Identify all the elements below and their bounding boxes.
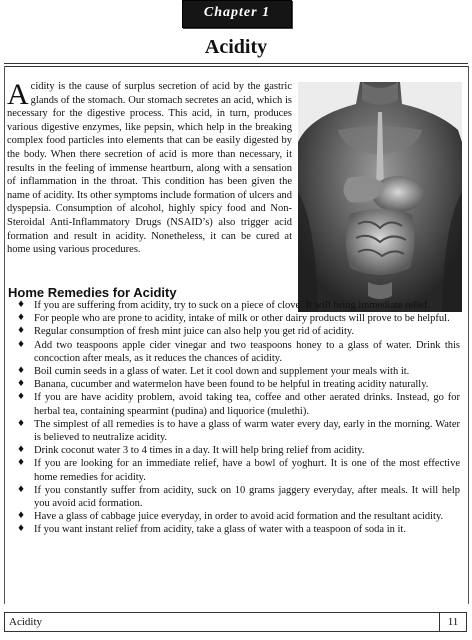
diamond-bullet-icon: ♦ xyxy=(17,445,26,456)
torso-anatomy-image xyxy=(298,82,462,312)
list-item xyxy=(16,510,460,523)
list-item-text: If you are have acidity problem, avoid taking tea, coffee and other aerated drinks. Instead, go for herbal tea, containing spearmint (pudina) and liquorice (mulethi). xyxy=(34,392,460,417)
list-item xyxy=(16,484,460,510)
diamond-bullet-icon: ♦ xyxy=(17,418,26,429)
list-item-text: If you constantly suffer from acidity, suck on 10 grams jaggery everyday, after meals. It will help you avoid acid formation. xyxy=(34,484,460,510)
page-number: 11 xyxy=(439,612,466,632)
section-heading: Home Remedies for Acidity xyxy=(8,285,177,300)
diamond-bullet-icon: ♦ xyxy=(17,339,26,350)
list-item-text: The simplest of all remedies is to have a glass of warm water every day, early in the morning. Water is believed to neutralize acidity. xyxy=(34,418,460,444)
digestive-system-illustration xyxy=(298,82,462,312)
list-item-text: Drink coconut water 3 to 4 times in a day. It will help bring relief from acidity. xyxy=(34,445,365,457)
list-item-text: Have a glass of cabbage juice everyday, in order to avoid acid formation and the resultant acidity. xyxy=(34,511,444,523)
diamond-bullet-icon: ♦ xyxy=(17,300,26,310)
list-item-text: Regular consumption of fresh mint juice can also help you get rid of acidity. xyxy=(34,326,355,338)
diamond-bullet-icon: ♦ xyxy=(17,379,26,390)
list-item-text: If you want instant relief from acidity, take a glass of water with a teaspoon of soda in it. xyxy=(34,524,406,536)
page-title: Acidity xyxy=(204,36,268,58)
list-item xyxy=(16,299,460,312)
list-item xyxy=(16,444,460,457)
diamond-bullet-icon: ♦ xyxy=(17,511,26,522)
diamond-bullet-icon: ♦ xyxy=(17,326,26,337)
list-item xyxy=(16,457,460,483)
drop-cap: A xyxy=(7,78,29,111)
list-item-text: Add two teaspoons apple cider vinegar and two teaspoons honey to a glass of water. Drink this concoction after meals, as it reduces the chances of acidity. xyxy=(34,339,460,364)
diamond-bullet-icon: ♦ xyxy=(17,484,26,495)
remedies-list xyxy=(16,299,460,537)
list-item xyxy=(16,391,460,417)
list-item-text: For people who are prone to acidity, intake of milk or other dairy products will prove to be helpful. xyxy=(34,313,450,325)
list-item xyxy=(16,378,460,391)
list-item xyxy=(16,418,460,444)
chapter-label: Chapter 1 xyxy=(182,0,292,28)
page-footer xyxy=(4,612,467,632)
footer-title: Acidity xyxy=(9,616,42,628)
list-item xyxy=(16,325,460,338)
header-rule xyxy=(4,63,468,64)
diamond-bullet-icon: ♦ xyxy=(17,524,26,535)
diamond-bullet-icon: ♦ xyxy=(17,458,26,469)
intro-text: cidity is the cause of surplus secretion of acid by the gastric glands of the stomach. Our stomach secretes an acid, which is necessary for the digestive process. This acid, in turn, produces various digestive enzymes, like pepsin, which help in the breaking complex food particles into elements that can be easily digested by the body. When there secretion of acid is more than necessary, it results in the feeling of immense heartburn, along with a sensation of inflammation in the throat. This condition has been given the name of acidity. Its other symptoms include formation of ulcers and dyspepsia. Consumption of alcohol, highly spicy food and Non-Steroidal Anti-Inflammatory Drugs (NSAID’s) also trigger acid formation and result in acidity. Nonetheless, it can be cured at home using various procedures. xyxy=(7,81,292,256)
list-item-text: Boil cumin seeds in a glass of water. Let it cool down and supplement your meals with it. xyxy=(34,366,410,378)
diamond-bullet-icon: ♦ xyxy=(17,313,26,324)
list-item-text: If you are looking for an immediate relief, have a bowl of yoghurt. It is one of the most effective home remedies for acidity. xyxy=(34,458,460,483)
list-item-text: If you are suffering from acidity, try to suck on a piece of clove. It will bring immediate relief. xyxy=(34,300,430,311)
list-item xyxy=(16,339,460,365)
diamond-bullet-icon: ♦ xyxy=(17,392,26,403)
list-item-text: Banana, cucumber and watermelon have been found to be helpful in treating acidity naturally. xyxy=(34,379,429,391)
list-item xyxy=(16,312,460,325)
diamond-bullet-icon: ♦ xyxy=(17,366,26,377)
intro-paragraph xyxy=(7,80,292,257)
list-item xyxy=(16,365,460,378)
list-item xyxy=(16,523,460,536)
